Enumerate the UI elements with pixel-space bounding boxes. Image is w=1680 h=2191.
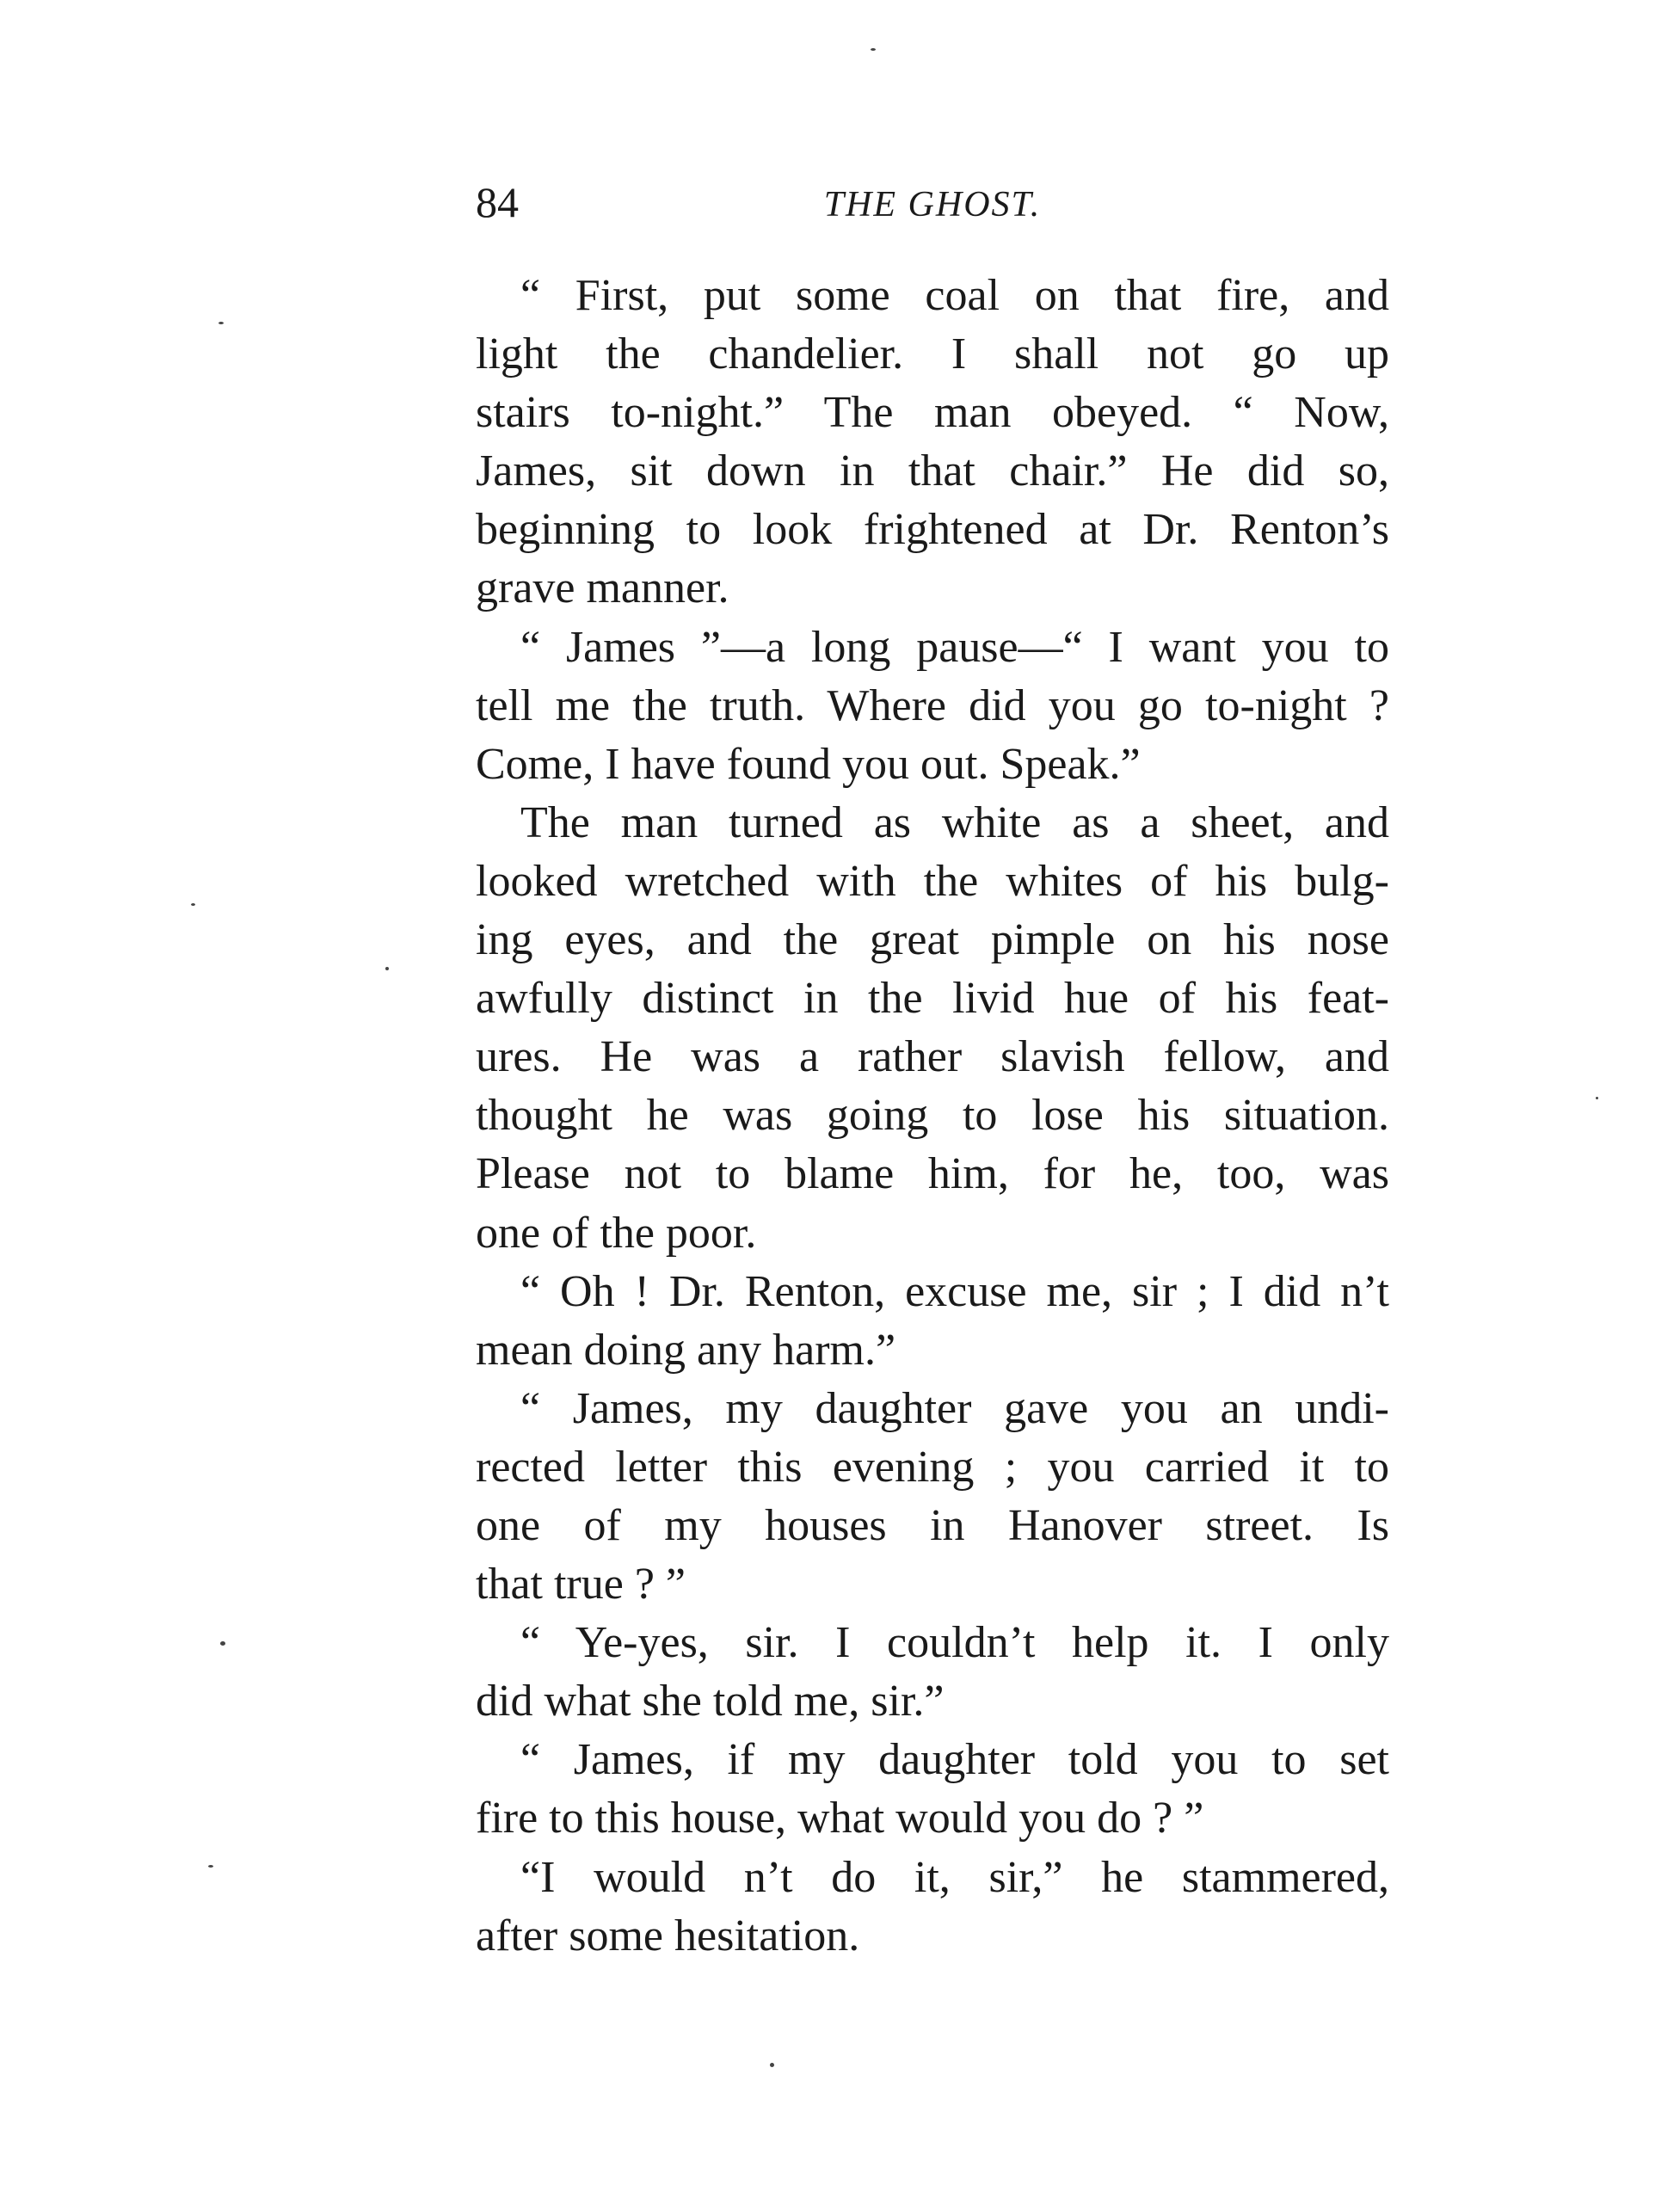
text-line: one of my houses in Hanover street. Is	[476, 1500, 1389, 1550]
text-line: “I would n’t do it, sir,” he stammered,	[520, 1852, 1389, 1902]
text-line: beginning to look frightened at Dr. Renton’s	[476, 505, 1389, 555]
page-header	[476, 172, 1389, 232]
text-line: “ James, if my daughter told you to set	[520, 1735, 1389, 1785]
text-line: fire to this house, what would you do ? ”	[476, 1794, 1204, 1843]
scan-speck	[208, 1865, 213, 1868]
scan-speck	[1596, 1097, 1598, 1099]
text-line: “ First, put some coal on that fire, and	[520, 271, 1389, 320]
text-line: tell me the truth. Where did you go to-night ?	[476, 680, 1389, 730]
scan-speck	[385, 967, 389, 970]
text-line: “ James ”—a long pause—“ I want you to	[520, 622, 1389, 672]
text-line: ures. He was a rather slavish fellow, and	[476, 1032, 1389, 1082]
text-line: one of the poor.	[476, 1208, 757, 1258]
text-line: after some hesitation.	[476, 1911, 860, 1960]
text-line: that true ? ”	[476, 1560, 686, 1609]
text-line: did what she told me, sir.”	[476, 1677, 945, 1726]
text-line: rected letter this evening ; you carried it to	[476, 1442, 1389, 1492]
running-title: THE GHOST.	[823, 185, 1042, 225]
scan-speck	[871, 48, 876, 51]
scan-speck	[770, 2063, 774, 2067]
scan-speck	[220, 1641, 225, 1646]
text-line: light the chandelier. I shall not go up	[476, 329, 1389, 379]
text-line: ing eyes, and the great pimple on his nose	[476, 915, 1389, 965]
text-line: stairs to-night.” The man obeyed. “ Now,	[476, 388, 1389, 438]
text-line: awfully distinct in the livid hue of his feat-	[476, 974, 1389, 1024]
text-line: mean doing any harm.”	[476, 1325, 896, 1375]
scan-speck	[191, 903, 195, 906]
text-line: thought he was going to lose his situation.	[476, 1091, 1389, 1141]
text-line: grave manner.	[476, 563, 729, 613]
text-line: James, sit down in that chair.” He did so,	[476, 446, 1389, 496]
page-number: 84	[476, 178, 519, 226]
text-line: “ Oh ! Dr. Renton, excuse me, sir ; I did n’t	[520, 1266, 1389, 1316]
text-line: The man turned as white as a sheet, and	[520, 797, 1389, 847]
text-line: Come, I have found you out. Speak.”	[476, 739, 1141, 789]
text-line: looked wretched with the whites of his bulg-	[476, 856, 1389, 906]
body-text	[476, 267, 1389, 1966]
text-line: “ James, my daughter gave you an undi-	[520, 1383, 1389, 1433]
scan-speck	[218, 322, 224, 324]
text-line: Please not to blame him, for he, too, was	[476, 1149, 1389, 1199]
text-line: “ Ye-yes, sir. I couldn’t help it. I only	[520, 1618, 1389, 1668]
